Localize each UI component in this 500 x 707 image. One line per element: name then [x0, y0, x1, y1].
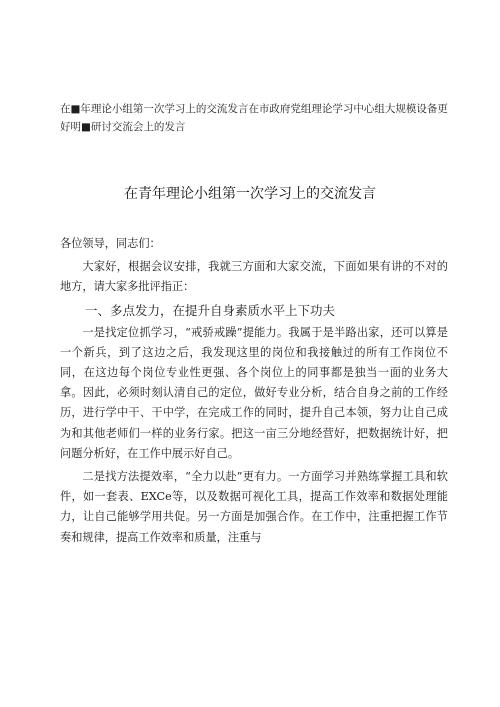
- salutation: 各位领导，同志们：: [60, 237, 161, 250]
- document-title: 在青年理论小组第一次学习上的交流发言: [124, 186, 376, 202]
- section-heading-1: 一、多点发力，在提升自身素质水平上下功夫: [85, 302, 336, 318]
- section1-paragraph-1: 一是找定位抓学习，“戒骄戒躁”提能力。我属于是半路出家，还可以算是一个新兵，到了这边之后，我发现这里的岗位和我接触过的所有工作岗位不同，在这边每个岗位专业性更强、各个岗位上的同事都是独当一面的业务大拿。因此，必须时刻认清自己的定位，做好专业分析，结合自身之前的工作经历，进行学中干、干中学，在完成工作的同时，提升自己本领，努力让自己成为和其他老师们一样的业务行家。把这一亩三分地经营好，把数据统计好，把问题分析好，在工作中展示好自己。: [60, 325, 448, 460]
- section1-paragraph-2: 二是找方法提效率，“全力以赴”更有力。一方面学习并熟练掌握工具和软件，如一套表、EXCe等，以及数据可视化工具，提高工作效率和数据处理能力，让自己能够学用共促。另一方面是加强合作。在工作中，注重把握工作节奏和规律，提高工作效率和质量，注重与: [60, 470, 448, 544]
- intro-paragraph: 大家好，根据会议安排，我就三方面和大家交流，下面如果有讲的不对的地方，请大家多批评指正：: [60, 260, 448, 294]
- document-body: [60, 234, 448, 551]
- document-header-note: 在■年理论小组第一次学习上的交流发言在市政府党组理论学习中心组大规模设备更好明■研讨交流会上的发言: [60, 103, 448, 133]
